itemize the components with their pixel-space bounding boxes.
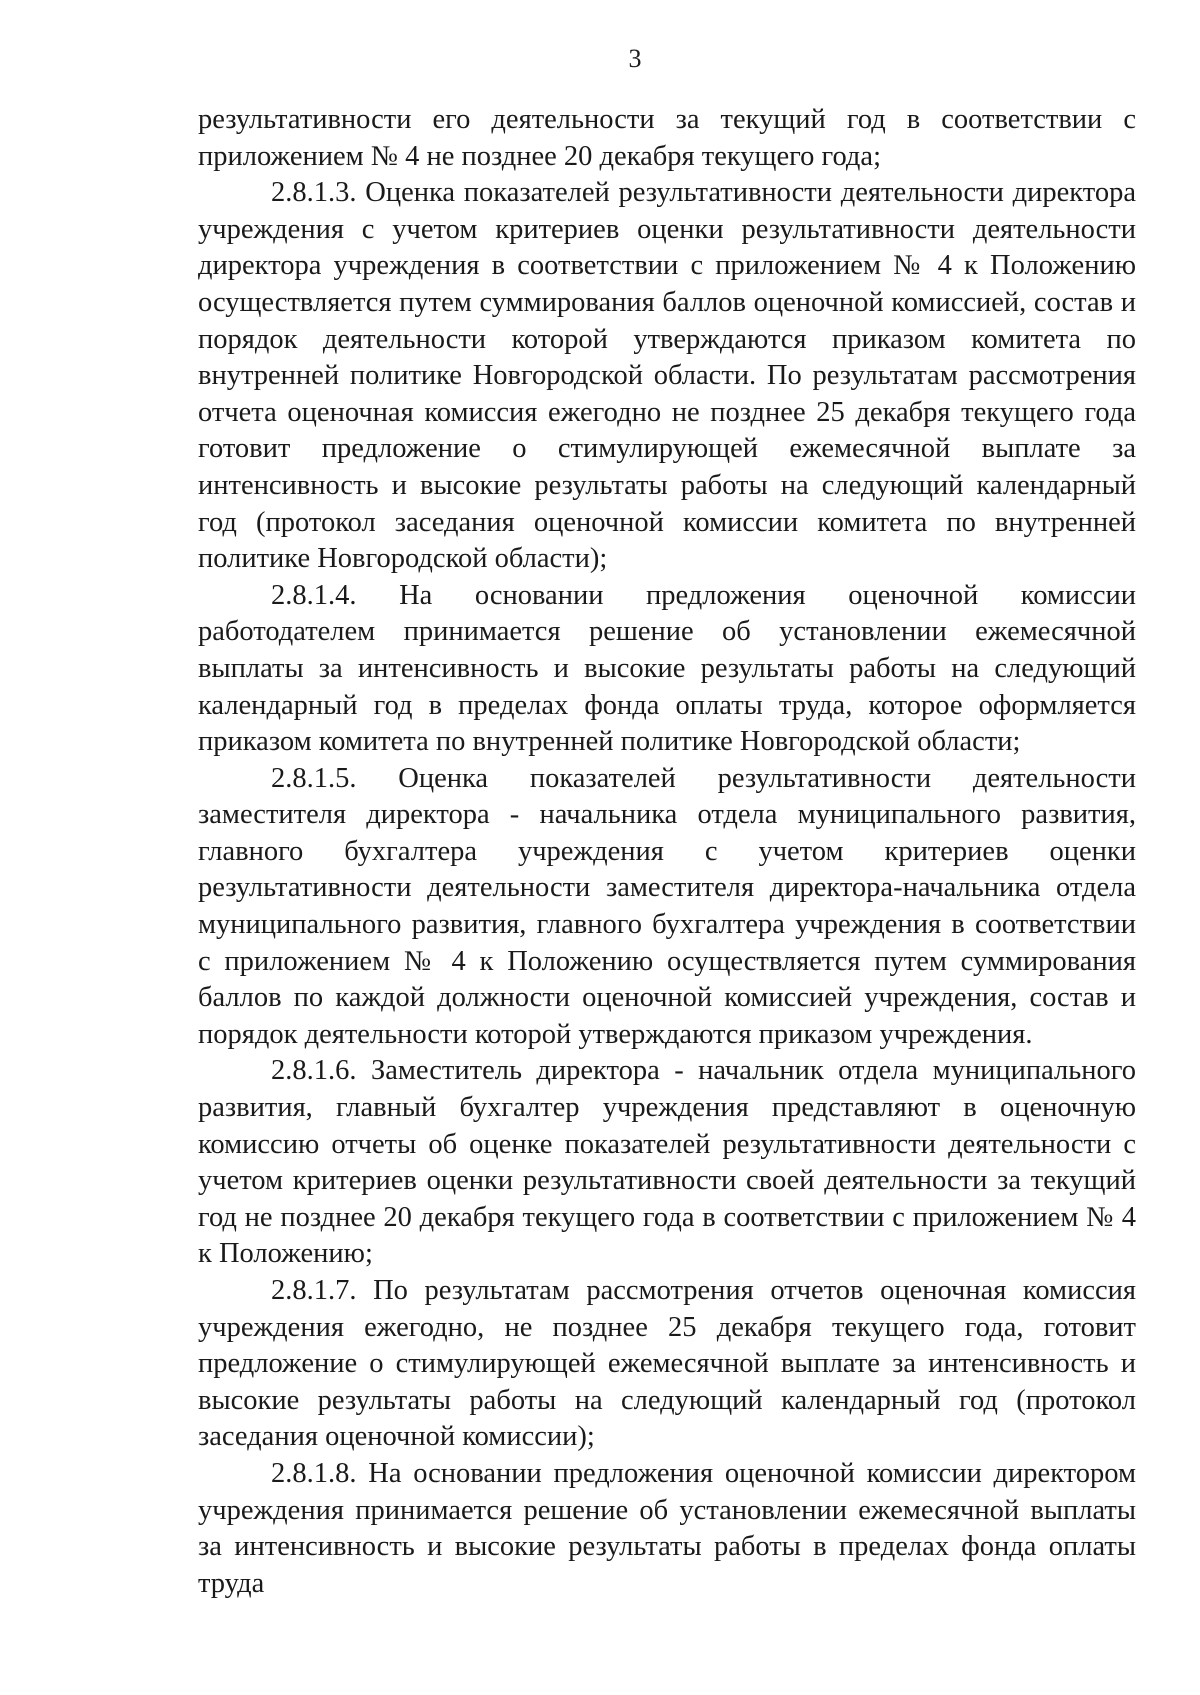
paragraph-2-8-1-3: 2.8.1.3. Оценка показателей результативности деятельности директора учреждения с учетом критериев оценки результативности деятельности директора учреждения в соответствии с приложением № 4 к Положению осуществляется путем суммирования баллов оценочной комиссией, состав и порядок деятельности которой утверждаются приказом комитета по внутренней политике Новгородской области. По результатам рассмотрения отчета оценочная комиссия ежегодно не позднее 25 декабря текущего года готовит предложение о стимулирующей ежемесячной выплате за интенсивность и высокие результаты работы на следующий календарный год (протокол заседания оценочной комиссии комитета по внутренней политике Новгородской области);	[198, 177, 1136, 575]
paragraph-2-8-1-6: 2.8.1.6. Заместитель директора - начальник отдела муниципального развития, главный бухгалтер учреждения представляют в оценочную комиссию отчеты об оценке показателей результативности деятельности с учетом критериев оценки результативности своей деятельности за текущий год не позднее 20 декабря текущего года в соответствии с приложением № 4 к Положению;	[198, 1055, 1136, 1270]
paragraph-2-8-1-8: 2.8.1.8. На основании предложения оценочной комиссии директором учреждения принимается решение об установлении ежемесячной выплаты за интенсивность и высокие результаты работы в пределах фонда оплаты труда	[198, 1457, 1136, 1599]
paragraph-2-8-1-4: 2.8.1.4. На основании предложения оценочной комиссии работодателем принимается решение об установлении ежемесячной выплаты за интенсивность и высокие результаты работы на следующий календарный год в пределах фонда оплаты труда, которое оформляется приказом комитета по внутренней политике Новгородской области;	[198, 579, 1136, 758]
page-number: 3	[628, 44, 642, 73]
document-body	[198, 102, 1136, 1602]
paragraph-2-8-1-7: 2.8.1.7. По результатам рассмотрения отчетов оценочная комиссия учреждения ежегодно, не позднее 25 декабря текущего года, готовит предложение о стимулирующей ежемесячной выплате за интенсивность и высокие результаты работы на следующий календарный год (протокол заседания оценочной комиссии);	[198, 1275, 1136, 1453]
paragraph-continuation: результативности его деятельности за текущий год в соответствии с приложением № 4 не позднее 20 декабря текущего года;	[198, 104, 1136, 172]
paragraph-2-8-1-5: 2.8.1.5. Оценка показателей результативности деятельности заместителя директора - начальника отдела муниципального развития, главного бухгалтера учреждения с учетом критериев оценки результативности деятельности заместителя директора-начальника отдела муниципального развития, главного бухгалтера учреждения в соответствии с приложением № 4 к Положению осуществляется путем суммирования баллов по каждой должности оценочной комиссией учреждения, состав и порядок деятельности которой утверждаются приказом учреждения.	[198, 762, 1136, 1050]
